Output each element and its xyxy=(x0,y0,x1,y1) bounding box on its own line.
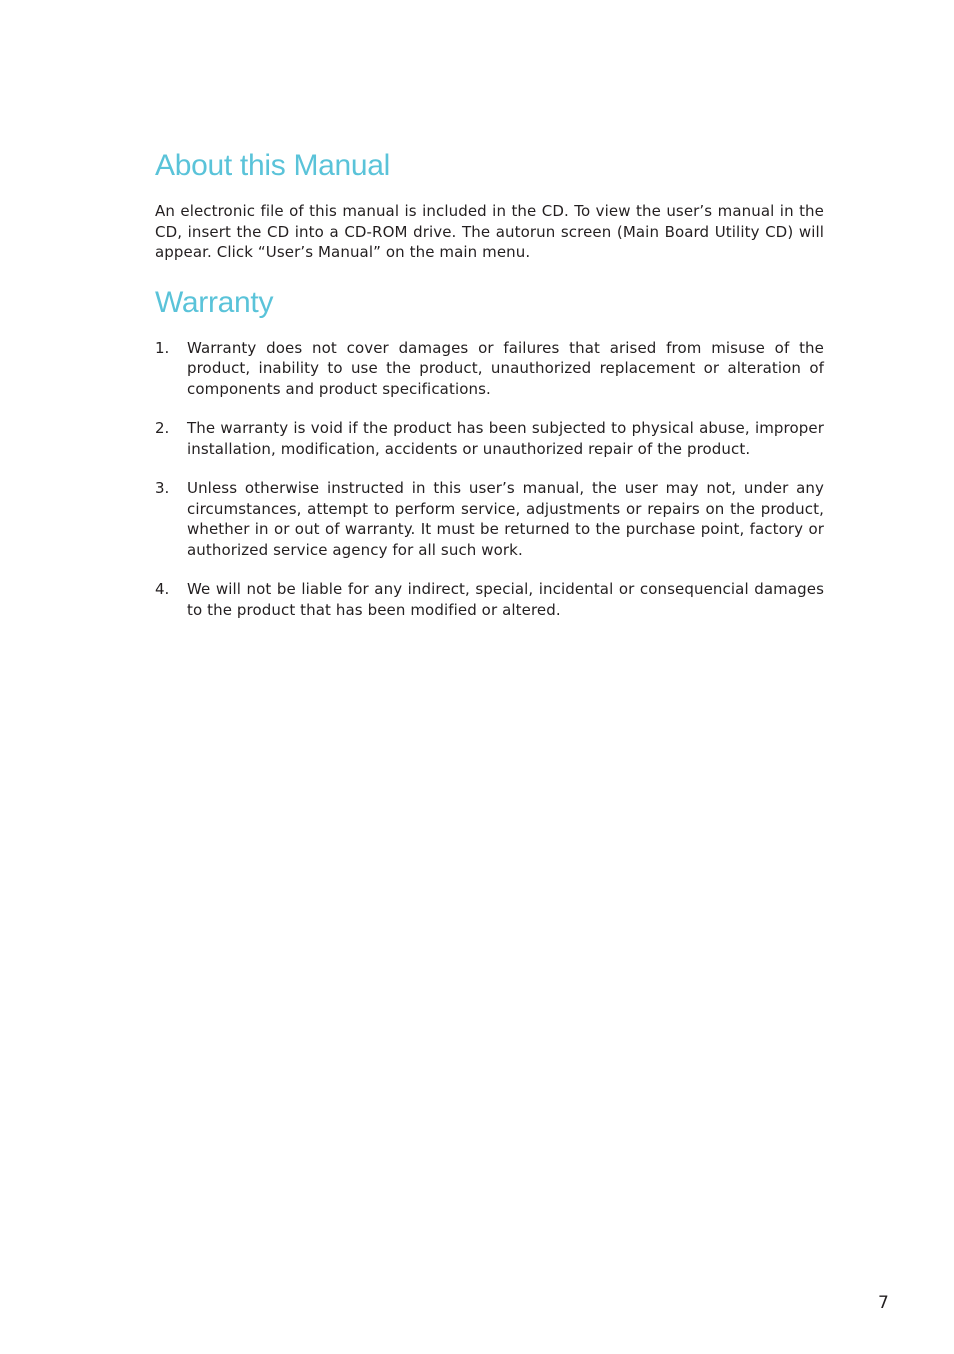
warranty-heading: Warranty xyxy=(155,285,274,319)
warranty-list xyxy=(155,338,824,621)
warranty-item-3 xyxy=(155,478,824,560)
warranty-item-2 xyxy=(155,418,824,459)
warranty-item-text: The warranty is void if the product has been subjected to physical abuse, improper installation, modification, accidents or unauthorized repair of the product. xyxy=(187,419,824,458)
warranty-item-1 xyxy=(155,338,824,400)
warranty-item-number: 2. xyxy=(155,419,170,437)
about-manual-heading: About this Manual xyxy=(155,149,391,182)
page-number: 7 xyxy=(878,1293,889,1313)
warranty-item-text: Warranty does not cover damages or failures that arised from misuse of the product, inability to use the product, unauthorized replacement or alteration of components and product specifications. xyxy=(187,338,824,398)
about-manual-paragraph: An electronic file of this manual is included in the CD. To view the user’s manual in the CD, insert the CD into a CD-ROM drive. The autorun screen (Main Board Utility CD) will appear. Click “User’s Manual” on the main menu. xyxy=(155,202,824,261)
warranty-item-text: We will not be liable for any indirect, special, incidental or consequencial damages to the product that has been modified or altered. xyxy=(187,580,824,619)
warranty-item-4 xyxy=(155,579,824,620)
warranty-item-number: 1. xyxy=(155,338,170,357)
warranty-item-text: Unless otherwise instructed in this user’s manual, the user may not, under any circumstances, attempt to perform service, adjustments or repairs on the product, whether in or out of warranty. It must be returned to the purchase point, factory or authorized service agency for all such work. xyxy=(187,479,824,559)
page-content xyxy=(155,146,824,639)
warranty-item-number: 3. xyxy=(155,479,170,497)
warranty-item-number: 4. xyxy=(155,580,170,598)
